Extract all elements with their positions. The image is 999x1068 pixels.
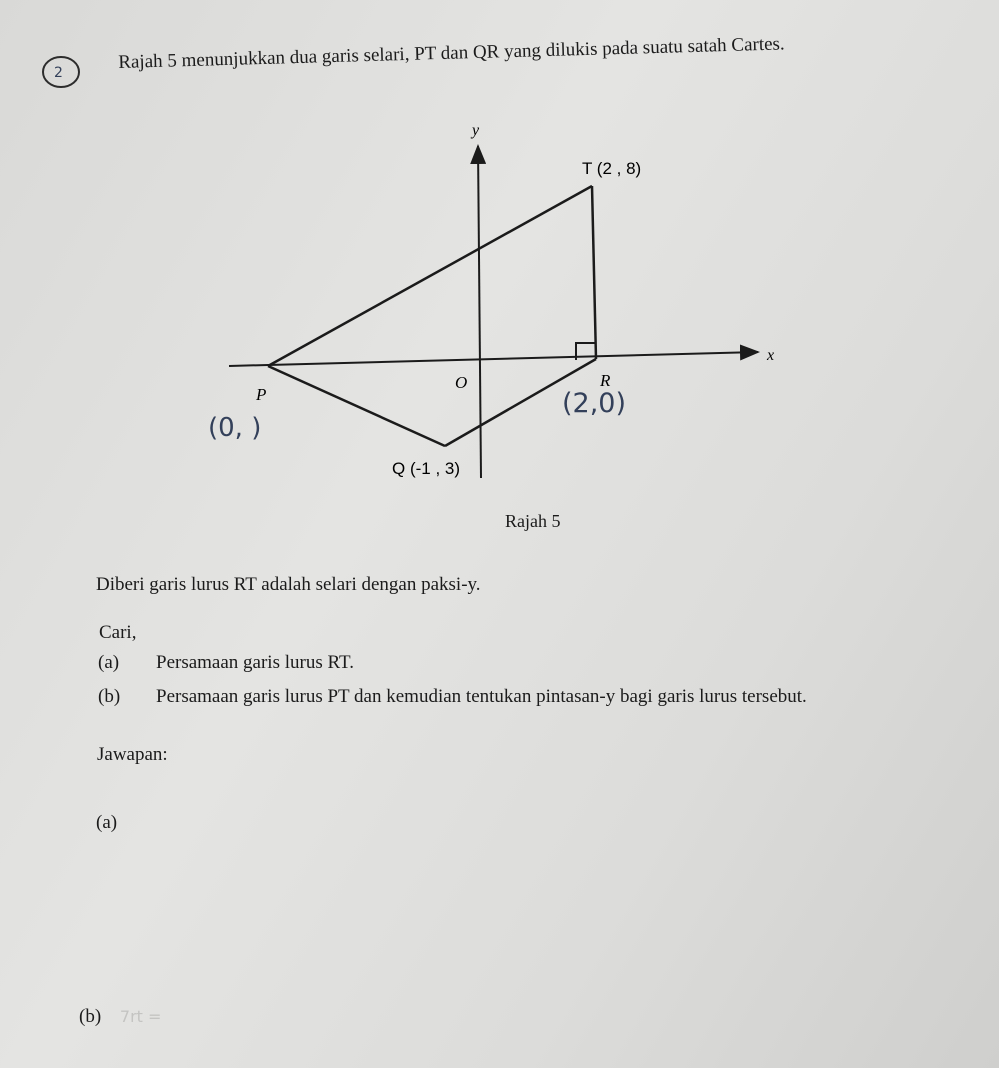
point-R-label: R <box>600 371 611 390</box>
given-statement: Diberi garis lurus RT adalah selari dengan paksi-y. <box>96 574 481 595</box>
part-a-text: Persamaan garis lurus RT. <box>156 652 354 673</box>
question-part-b <box>98 686 807 708</box>
x-axis <box>229 352 758 366</box>
question-intro: Rajah 5 menunjukkan dua garis selari, PT dan QR yang dilukis pada suatu satah Cartes. <box>118 33 785 73</box>
find-heading: Cari, <box>99 622 137 643</box>
origin-label: O <box>455 373 468 392</box>
handwritten-P-coordinate: (0, ) <box>208 413 262 443</box>
point-Q-label: Q (-1 , 3) <box>392 459 461 478</box>
answer-heading: Jawapan: <box>97 744 168 765</box>
y-axis <box>478 146 481 478</box>
part-b-text: Persamaan garis lurus PT dan kemudian tentukan pintasan-y bagi garis lurus tersebut. <box>156 686 807 707</box>
answer-a-label: (a) <box>96 812 118 833</box>
line-RT <box>592 186 596 359</box>
question-number: 2 <box>54 65 63 81</box>
answer-b-label <box>79 1006 161 1028</box>
part-b-label: (b) <box>98 686 121 707</box>
point-P-label: P <box>256 385 267 404</box>
point-T-label: T (2 , 8) <box>582 159 642 178</box>
y-axis-label: y <box>472 122 480 139</box>
line-PT <box>268 186 592 366</box>
handwritten-R-coordinate: (2,0) <box>562 388 627 419</box>
question-part-a <box>98 652 354 674</box>
part-a-label: (a) <box>98 652 120 673</box>
cartesian-diagram <box>0 0 999 520</box>
line-PQ <box>268 366 445 446</box>
figure-caption: Rajah 5 <box>505 511 561 531</box>
x-axis-label: x <box>767 347 775 364</box>
answer-b-label-text: (b) <box>79 1006 102 1027</box>
faint-handwriting: 7rt = <box>119 1007 162 1026</box>
